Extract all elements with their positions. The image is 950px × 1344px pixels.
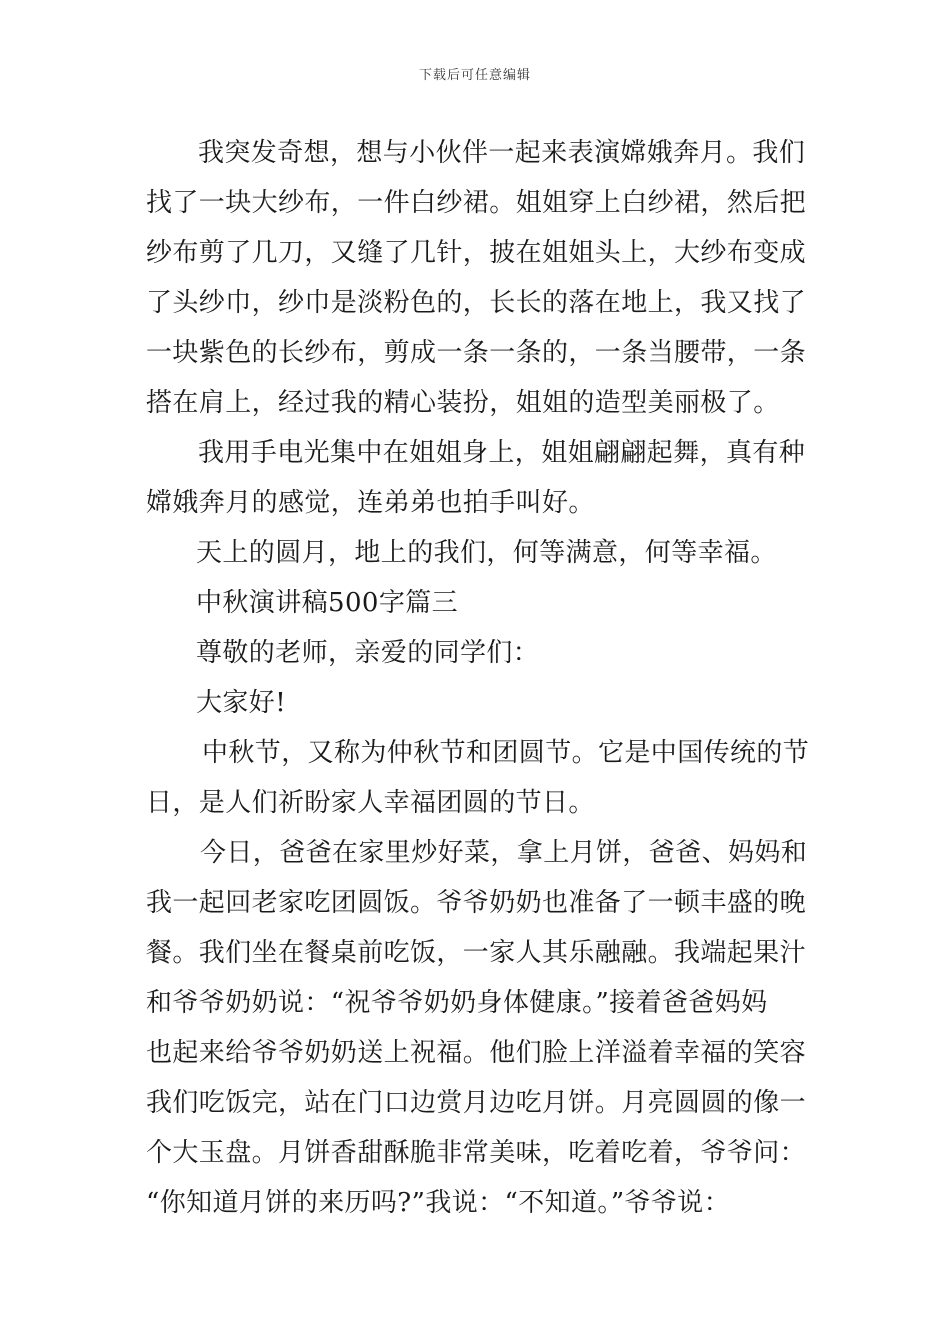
text-line: 餐。我们坐在餐桌前吃饭，一家人其乐融融。我端起果汁: [146, 938, 807, 968]
text-line: 我一起回老家吃团圆饭。爷爷奶奶也准备了一顿丰盛的晚: [146, 888, 807, 918]
document-body: [146, 128, 816, 1228]
text-line: 了头纱巾，纱巾是淡粉色的，长长的落在地上，我又找了: [146, 288, 807, 318]
text-line: 我们吃饭完，站在门口边赏月边吃月饼。月亮圆圆的像一: [146, 1088, 807, 1118]
text-line: 一块紫色的长纱布，剪成一条一条的，一条当腰带，一条: [146, 338, 807, 368]
salutation: 尊敬的老师，亲爱的同学们：: [196, 638, 540, 668]
text-line: 纱布剪了几刀，又缝了几针，披在姐姐头上，大纱布变成: [146, 238, 807, 268]
text-line: 和爷爷奶奶说：“祝爷爷奶奶身体健康。”接着爸爸妈妈: [146, 988, 768, 1018]
section-heading: 中秋演讲稿500字篇三: [196, 588, 459, 618]
page-header: 下载后可任意编辑: [418, 68, 531, 83]
text-line: 日，是人们祈盼家人幸福团圆的节日。: [146, 788, 595, 818]
text-line: 天上的圆月，地上的我们，何等满意，何等幸福。: [196, 538, 777, 568]
text-line: 我用手电光集中在姐姐身上，姐姐翩翩起舞，真有种: [198, 438, 806, 468]
text-line: 今日，爸爸在家里炒好菜，拿上月饼，爸爸、妈妈和: [200, 838, 808, 868]
text-line: 也起来给爷爷奶奶送上祝福。他们脸上洋溢着幸福的笑容: [146, 1038, 807, 1068]
text-line: 我突发奇想，想与小伙伴一起来表演嫦娥奔月。我们: [198, 138, 806, 168]
text-line: 个大玉盘。月饼香甜酥脆非常美味，吃着吃着，爷爷问：: [146, 1138, 807, 1168]
greeting: 大家好!: [196, 688, 287, 718]
text-line: 搭在肩上，经过我的精心装扮，姐姐的造型美丽极了。: [146, 388, 780, 418]
text-line: 中秋节，又称为仲秋节和团圆节。它是中国传统的节: [202, 738, 810, 768]
text-line: 嫦娥奔月的感觉，连弟弟也拍手叫好。: [146, 488, 595, 518]
text-line: 找了一块大纱布，一件白纱裙。姐姐穿上白纱裙，然后把: [146, 188, 807, 218]
text-line: “你知道月饼的来历吗?”我说：“不知道。”爷爷说：: [146, 1188, 731, 1218]
